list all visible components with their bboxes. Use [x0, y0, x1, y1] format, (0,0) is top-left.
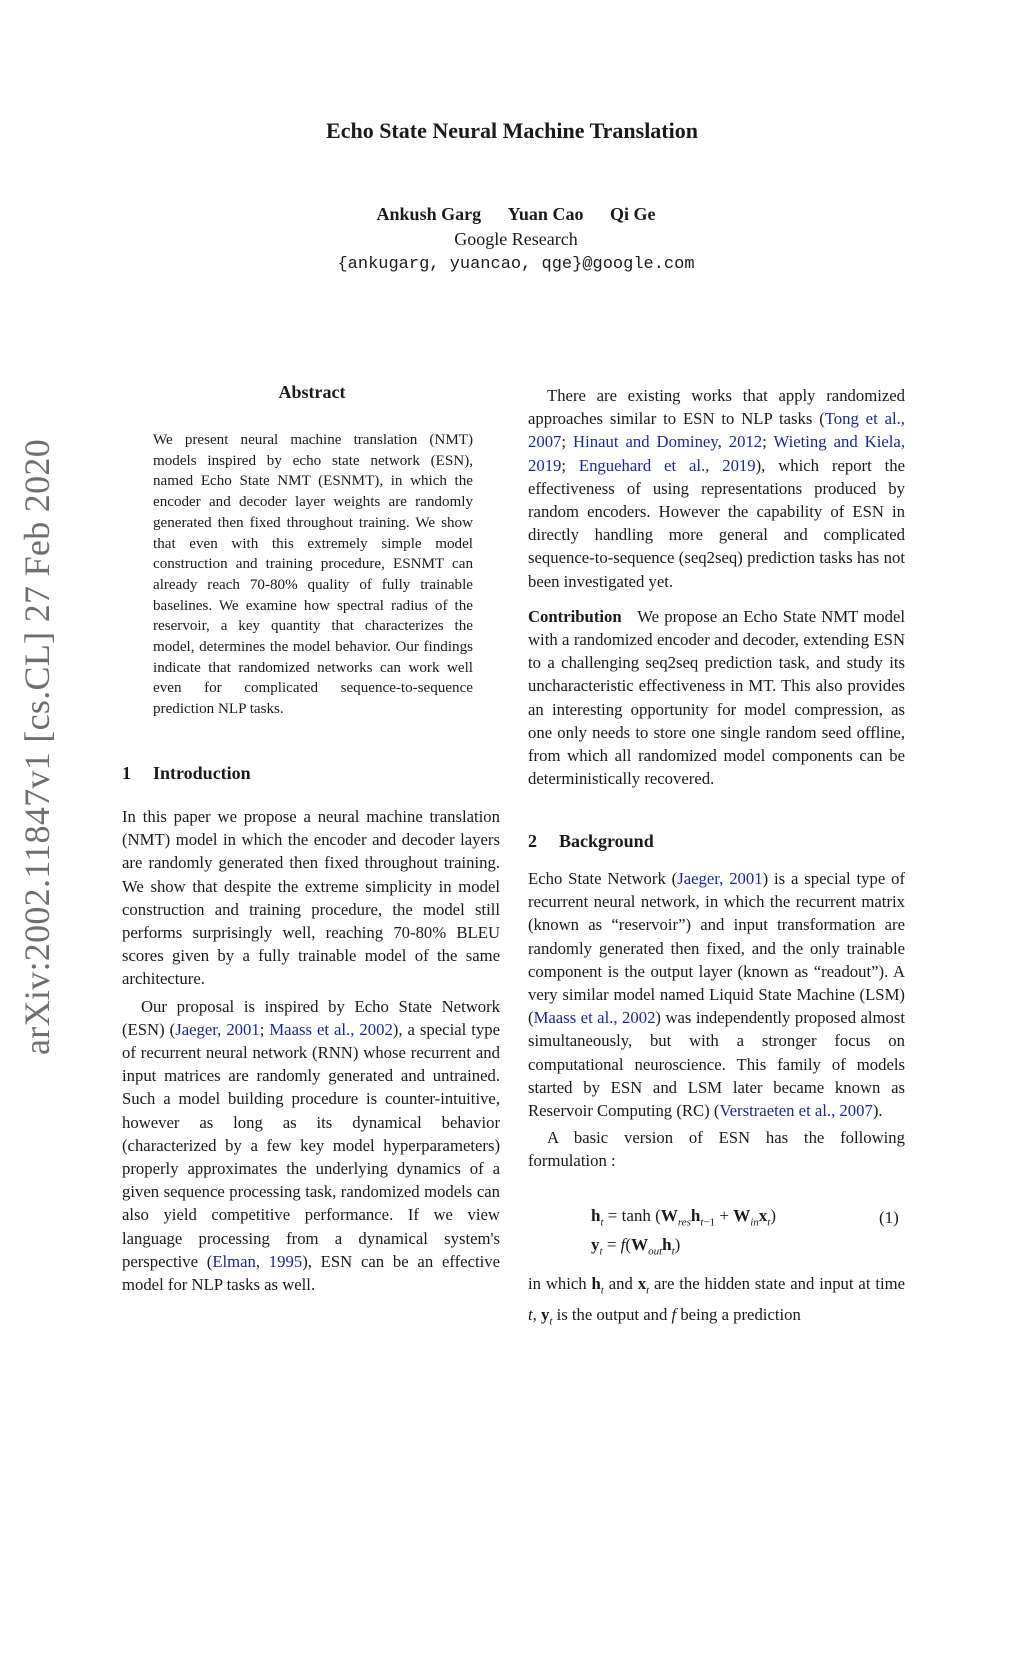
text-run: ), a special type of recurrent neural network (RNN) whose recurrent and input matrices are randomly generated and untrained. Such a model building procedure is counter-intuitive, however as long as its dynamical behavior (characterized by a few key model hyperparameters) properly approximates the underlying dynamics of a given sequence processing task, randomized models can also yield competitive performance. If we view language processing from a dynamical system's perspective ( [122, 1019, 500, 1271]
text-run: There are existing works that apply randomized approaches similar to ESN to NLP tasks ( [528, 386, 905, 429]
text-run: We propose an Echo State NMT model with a randomized encoder and decoder, extending ESN to a challenging seq2seq prediction task, and study its uncharacteristic effectiveness in MT. This also provides an interesting opportunity for model compression, as one only needs to store one single random seed offline, from which all randomized model components can be deterministically recovered. [528, 606, 905, 789]
section-heading-background [528, 831, 905, 852]
paper-title: Echo State Neural Machine Translation [326, 118, 698, 143]
author-name: Qi Ge [609, 204, 656, 224]
paragraph: in which $h_t$ and $x_t$ are the hidden state and input at time t, $y_t$ is the output and f being a prediction [528, 1274, 905, 1327]
paragraph-label: Contribution [528, 606, 622, 626]
section-title: Background [559, 831, 654, 851]
equation-number: (1) [879, 1208, 899, 1227]
paragraph [528, 867, 905, 1122]
paragraph [528, 605, 905, 791]
text-run: is the output and [552, 1304, 672, 1324]
section-number: 2 [528, 831, 537, 851]
paragraph: A basic version of ESN has the following formulation : [528, 1128, 905, 1171]
author-list [0, 204, 1024, 225]
text-run: Echo State Network ( [528, 869, 678, 888]
equation-line-1: $h_t = \tanh (W_{res}h_{t-1} + W_{in}x_t)$ [591, 1206, 776, 1229]
text-run: ) is a special type of recurrent neural network, in which the recurrent matrix (known as “reservoir”) and input transformation are randomly generated then fixed, and the only trainable component is the output layer (known as “readout”). A very similar model named Liquid State Machine (LSM) ( [528, 869, 905, 1028]
background-body [528, 867, 905, 1173]
citation-link[interactable]: Maass et al., 2002 [533, 1008, 656, 1028]
section-title: Introduction [153, 763, 251, 783]
section-heading-introduction [122, 763, 500, 784]
text-run: Our proposal is inspired by Echo State Network (ESN) ( [122, 996, 500, 1039]
citation-link[interactable]: Maass et al., 2002 [269, 1019, 393, 1039]
background-body-continued [528, 1272, 905, 1333]
citation-link[interactable]: Jaeger, 2001 [175, 1019, 260, 1039]
email [0, 253, 1024, 274]
introduction-body [122, 805, 500, 1296]
abstract-text: We present neural machine translation (NMT) models inspired by echo state network (ESN), named Echo State NMT (ESNMT), in which the encoder and decoder layer weights are randomly generated then fixed throughout training. We show that even with this extremely simple model construction and training procedure, ESNMT can already reach 70-80% quality of fully trainable baselines. We examine how spectral radius of the reservoir, a key quantity that characterizes the model, determines the model behavior. Our findings indicate that randomized networks can work well even for complicated sequence-to-sequence prediction NLP tasks. [153, 432, 473, 718]
citation-link[interactable]: Tong et al., 2007 [528, 409, 905, 452]
citation-link[interactable]: Elman, 1995 [212, 1251, 303, 1271]
citation-link[interactable]: Wieting and Kiela, 2019 [528, 432, 905, 475]
author-name: Yuan Cao [507, 204, 584, 224]
text-run: ), which report the effectiveness of using representations produced by random encoders. However the capability of ESN in directly handling more general and complicated sequence-to-sequence (seq2seq) prediction tasks has not been investigated yet. [528, 455, 905, 591]
arxiv-sidebar [16, 439, 57, 1655]
email-domain: @google.com [582, 255, 695, 274]
citation-link[interactable]: Jaeger, 2001 [677, 869, 763, 888]
text-run: and [603, 1274, 638, 1293]
citation-link[interactable]: Enguehard et al., 2019 [578, 455, 756, 475]
citation-link[interactable]: Hinaut and Dominey, 2012 [573, 432, 763, 452]
author-name: Ankush Garg [376, 204, 482, 224]
arxiv-identifier: arXiv:2002.11847v1 [cs.CL] 27 Feb 2020 [17, 439, 57, 1055]
abstract-heading: Abstract [278, 382, 346, 402]
text-run: ) was independently proposed almost simultaneously, but with a stronger focus on computational neuroscience. This family of models started by ESN and LSM later became known as Reservoir Computing (RC) ( [528, 1008, 906, 1121]
text-run: are the hidden state and input at time [649, 1274, 905, 1293]
section-number: 1 [122, 763, 131, 783]
paragraph: In this paper we propose a neural machine translation (NMT) model in which the encoder and decoder layers are randomly generated then fixed throughout training. We show that despite the extreme simplicity in model construction and training procedure, the model still performs surprisingly well, reaching 70-80% BLEU scores given by a fully trainable model of the same architecture. [122, 807, 500, 989]
text-run: , [532, 1304, 541, 1324]
equation-line-2: $y_t = f(W_{out}h_t)$ [591, 1235, 681, 1258]
text-run: ). [872, 1101, 883, 1121]
text-run: being a prediction [676, 1304, 801, 1324]
paragraph [122, 995, 500, 1297]
related-work-body [528, 384, 905, 790]
email-braces-users: {ankugarg, yuancao, qge} [337, 255, 583, 274]
text-run: ), ESN can be an effective model for NLP tasks as well. [122, 1251, 500, 1295]
text-run: in which [528, 1274, 592, 1293]
text-run: ; [259, 1019, 270, 1039]
affiliation: Google Research [454, 229, 578, 249]
citation-link[interactable]: Verstraeten et al., 2007 [719, 1101, 873, 1121]
paragraph: There are existing works that apply randomized approaches similar to ESN to NLP tasks (Tong et al., 2007; Hinaut and Dominey, 2012; Wieting and Kiela, 2019; Enguehard et al., 2019), which report the effectiveness of using representations produced by random encoders. However the capability of ESN in directly handling more general and complicated sequence-to-sequence (seq2seq) prediction tasks has not been investigated yet. [528, 386, 905, 591]
